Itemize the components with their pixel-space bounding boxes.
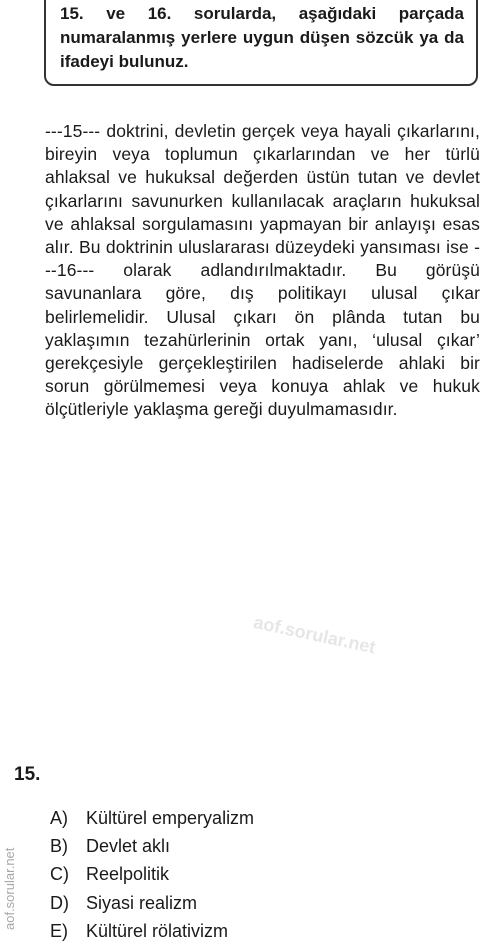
option-text: Kültürel emperyalizm [86, 807, 255, 828]
answer-options [50, 804, 254, 945]
side-watermark: aof.sorular.net [2, 847, 17, 930]
option-letter: A) [50, 807, 68, 828]
option-text: Devlet aklı [86, 835, 171, 856]
passage-text: ---15--- doktrini, devletin gerçek veya hayali çıkarlarını, bireyin veya toplumun çıkarlarından ve her türlü ahlaksal ve hukuksal değerden üstün tutan ve devlet çıkarlarını savunurken kullanılacak araçların hukuksal ve ahlaksal sorgulamasını yapmayan bir anlayışı esas alır. Bu doktrinin uluslararası düzeydeki yansıması ise ---16--- olarak adlandırılmaktadır. Bu görüşü savunanlara göre, dış politikayı ulusal çıkar belirlemelidir. Ulusal çıkarı ön plânda tutan bu yaklaşımın tezahürlerinin ortak yanı, ‘ulusal çıkar’ gerekçesiyle gerçekleştirilen hadiselerde ahlaki bir sorun görülmemesi veya konuya ahlak ve hukuk ölçütleriyle yaklaşma gereği duyulmamasıdır. [45, 121, 480, 420]
watermark: aof.sorular.net [251, 612, 378, 658]
option-text: Kültürel rölativizm [86, 920, 229, 941]
instruction-box [44, 0, 478, 86]
option-d[interactable] [50, 889, 254, 917]
option-letter: C) [50, 864, 69, 885]
option-c[interactable] [50, 861, 254, 889]
option-text: Siyasi realizm [86, 892, 198, 913]
option-letter: E) [50, 920, 68, 941]
option-a[interactable] [50, 804, 254, 832]
option-b[interactable] [50, 832, 254, 860]
question-number: 15. [14, 764, 41, 785]
instruction-text: 15. ve 16. sorularda, aşağıdaki parçada numaralanmış yerlere uygun düşen sözcük ya da ifadeyi bulunuz. [60, 4, 464, 71]
option-e[interactable] [50, 917, 254, 945]
option-letter: B) [50, 835, 68, 856]
option-letter: D) [50, 892, 69, 913]
option-text: Reelpolitik [86, 864, 170, 885]
